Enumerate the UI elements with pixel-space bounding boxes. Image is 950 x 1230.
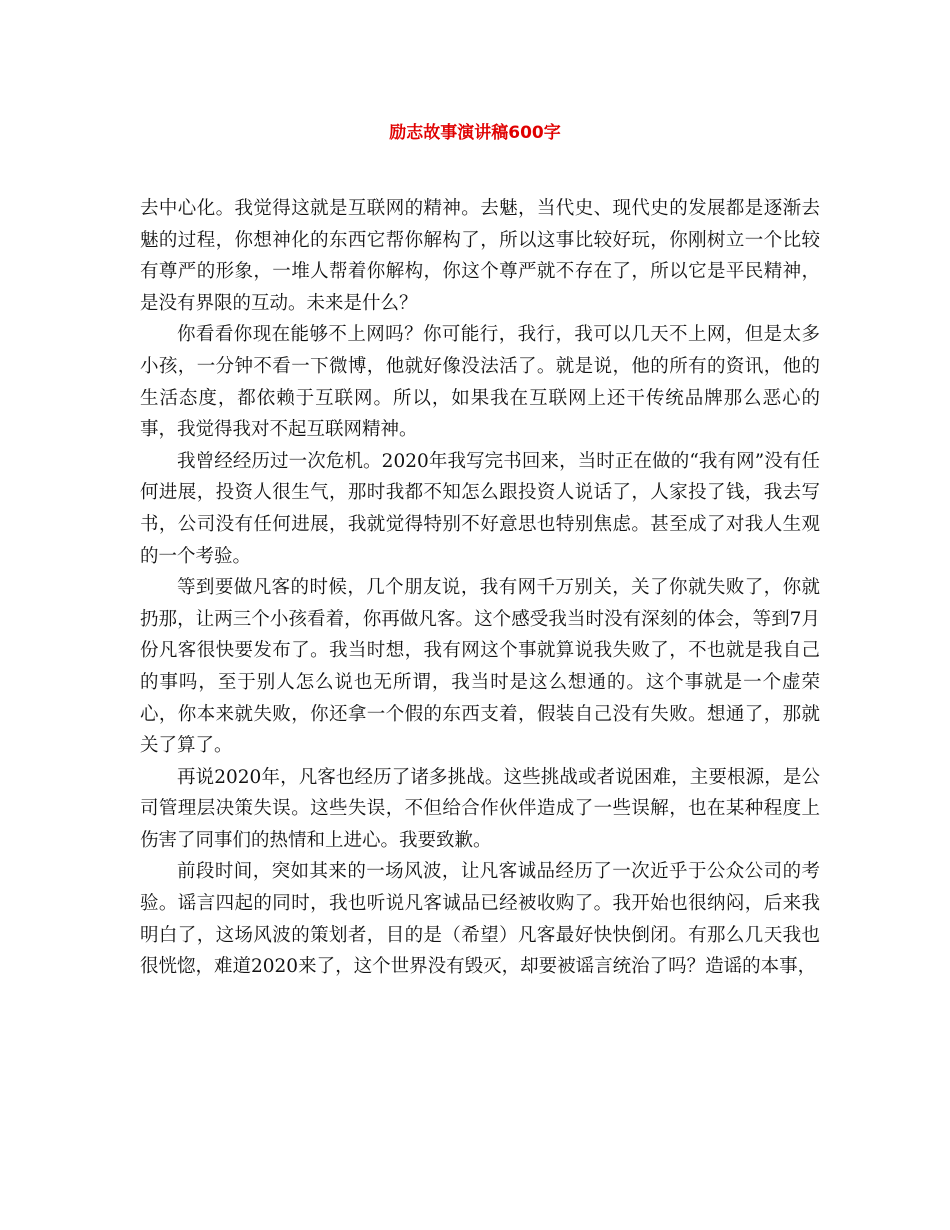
paragraph: 前段时间，突如其来的一场风波，让凡客诚品经历了一次近乎于公众公司的考验。谣言四起的同时，我也听说凡客诚品已经被收购了。我开始也很纳闷，后来我明白了，这场风波的策划者，目的是（希望）凡客最好快快倒闭。有那么几天我也很恍惚，难道2020来了，这个世界没有毁灭，却要被谣言统治了吗？造谣的本事， <box>140 861 820 978</box>
paragraph: 你看看你现在能够不上网吗？你可能行，我行，我可以几天不上网，但是太多小孩，一分钟不看一下微博，他就好像没法活了。就是说，他的所有的资讯，他的生活态度，都依赖于互联网。所以，如果我在互联网上还干传统品牌那么恶心的事，我觉得我对不起互联网精神。 <box>140 324 820 441</box>
paragraph: 再说2020年，凡客也经历了诸多挑战。这些挑战或者说困难，主要根源，是公司管理层决策失误。这些失误，不但给合作伙伴造成了一些误解，也在某种程度上伤害了同事们的热情和上进心。我要致歉。 <box>140 766 820 851</box>
paragraph: 我曾经经历过一次危机。2020年我写完书回来，当时正在做的“我有网”没有任何进展，投资人很生气，那时我都不知怎么跟投资人说话了，人家投了钱，我去写书，公司没有任何进展，我就觉得特别不好意思也特别焦虑。甚至成了对我人生观的一个考验。 <box>140 450 820 567</box>
paragraph: 等到要做凡客的时候，几个朋友说，我有网千万别关，关了你就失败了，你就扔那，让两三个小孩看着，你再做凡客。这个感受我当时没有深刻的体会，等到7月份凡客很快要发布了。我当时想，我有网这个事就算说我失败了，不也就是我自己的事吗，至于别人怎么说也无所谓，我当时是这么想通的。这个事就是一个虚荣心，你本来就失败，你还拿一个假的东西支着，假装自己没有失败。想通了，那就关了算了。 <box>140 577 820 757</box>
paragraph: 去中心化。我觉得这就是互联网的精神。去魅，当代史、现代史的发展都是逐渐去魅的过程，你想神化的东西它帮你解构了，所以这事比较好玩，你刚树立一个比较有尊严的形象，一堆人帮着你解构，你这个尊严就不存在了，所以它是平民精神，是没有界限的互动。未来是什么？ <box>140 198 820 314</box>
document-body <box>140 193 820 983</box>
document-title: 励志故事演讲稿600字 <box>389 123 561 143</box>
